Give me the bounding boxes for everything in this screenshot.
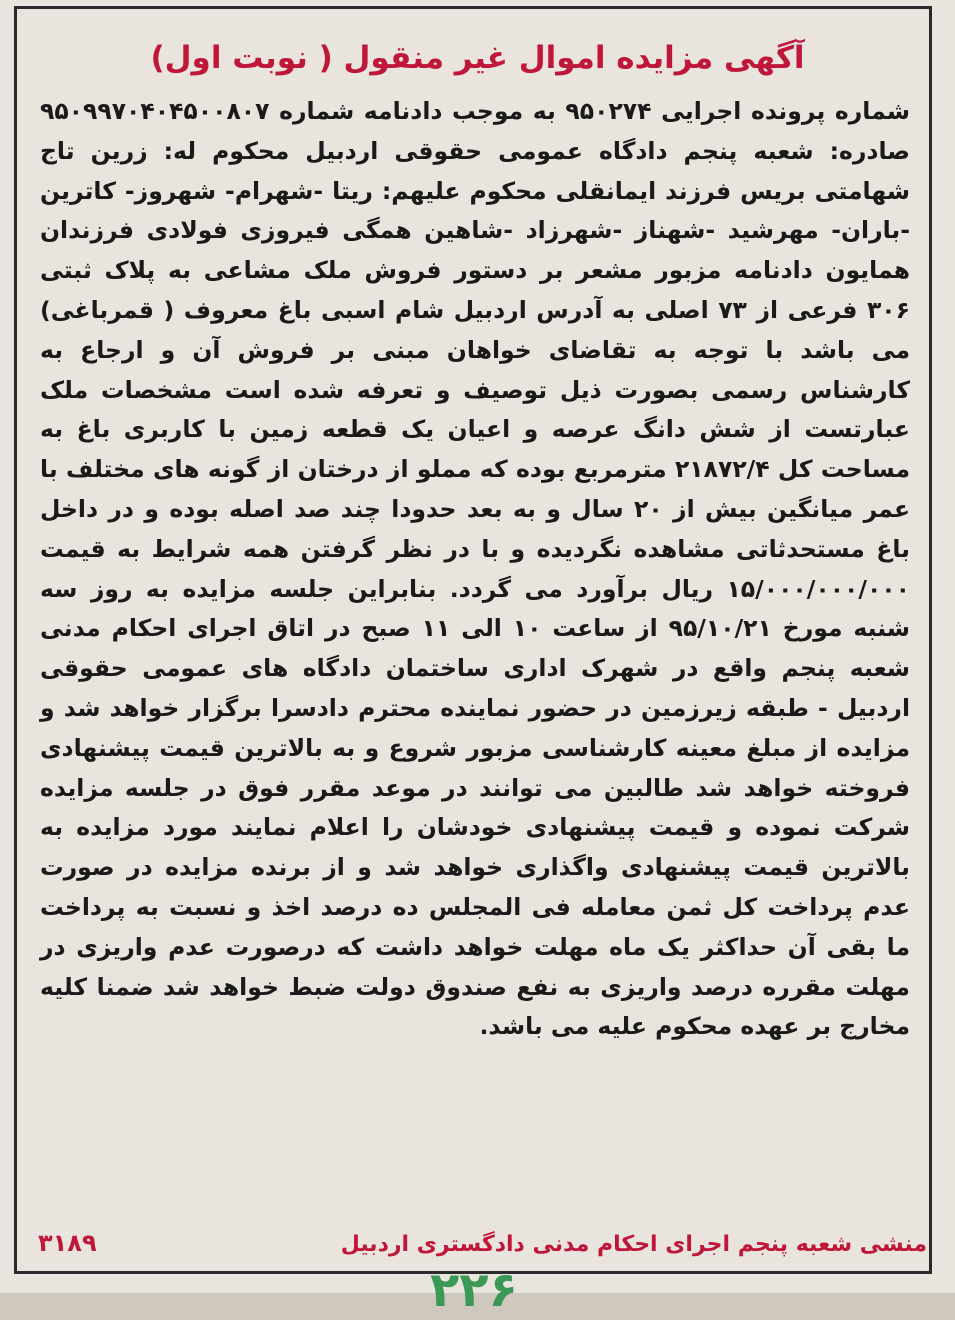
- notice-signature: منشی شعبه پنجم اجرای احکام مدنی دادگستری اردبیل: [340, 1232, 927, 1257]
- notice-body: شماره پرونده اجرایی ۹۵۰۲۷۴ به موجب دادنامه شماره ۹۵۰۹۹۷۰۴۰۴۵۰۰۸۰۷ صادره: شعبه پنجم دادگاه عمومی حقوقی اردبیل محکوم له: زرین تاج شهامتی بریس فرزند ایمانقلی محکوم علیهم: ریتا -شهرام- شهروز- کاترین -باران- مهرشید -شهناز -شهرزاد -شاهین همگی فیروزی فولادی فرزندان همایون دادنامه مزبور مشعر بر دستور فروش ملک مشاعی به پلاک ثبتی ۳۰۶ فرعی از ۷۳ اصلی به آدرس اردبیل شام اسبی باغ معروف ( قمرباغی) می باشد با توجه به تقاضای خواهان مبنی بر فروش آن و ارجاع به کارشناس رسمی بصورت ذیل توصیف و تعرفه شده است مشخصات ملک عبارتست از شش دانگ عرصه و اعیان یک قطعه زمین با کاربری باغ به مساحت کل ۲۱۸۷۲/۴ مترمربع بوده که مملو از درختان از گونه های مختلف با عمر میانگین بیش از ۲۰ سال و به بعد حدودا چند صد اصله بوده و در داخل باغ مستحدثاتی مشاهده نگردیده و با در نظر گرفتن همه شرایط به قیمت ۱۵/۰۰۰/۰۰۰/۰۰۰ ریال برآورد می گردد. بنابراین جلسه مزایده به روز سه شنبه مورخ ۹۵/۱۰/۲۱ از ساعت ۱۰ الی ۱۱ صبح در اتاق اجرای احکام مدنی شعبه پنجم واقع در شهرک اداری ساختمان دادگاه های عمومی حقوقی اردبیل - طبقه زیرزمین در حضور نماینده محترم دادسرا برگزار خواهد شد و مزایده از مبلغ معینه کارشناسی مزبور شروع و به بالاترین قیمت پیشنهادی فروخته خواهد شد طالبین می توانند در موعد مقرر فوق در جلسه مزایده شرکت نموده و قیمت پیشنهادی خودشان را اعلام نمایند مورد مزایده به بالاترین قیمت پیشنهادی واگذاری خواهد شد و از برنده مزایده در صورت عدم پرداخت کل ثمن معامله فی المجلس ده درصد اخذ و نسبت به پرداخت ما بقی آن حداکثر یک ماه مهلت خواهد داشت که درصورت عدم واریزی در مهلت مقرره درصد واریزی به نفع صندوق دولت ضبط خواهد شد ضمنا کلیه مخارج بر عهده محکوم علیه می باشد.: [40, 97, 910, 1041]
- page-number: ۲۲۶: [430, 1262, 518, 1318]
- notice-ref-number: ۳۱۸۹: [38, 1229, 97, 1257]
- notice-title: آگهی مزایده اموال غیر منقول ( نوبت اول): [150, 40, 805, 76]
